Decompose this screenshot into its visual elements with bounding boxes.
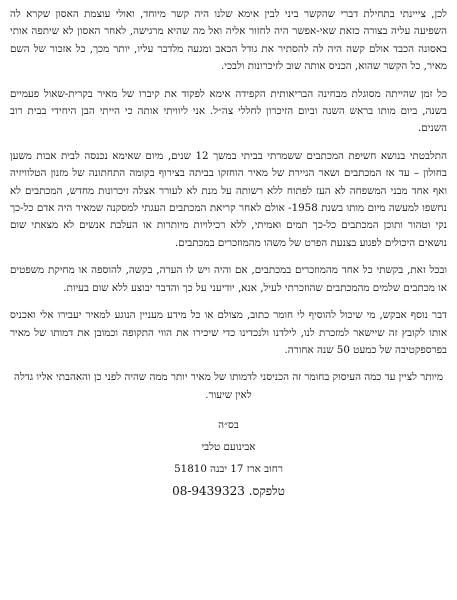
signature-address: רחוב ארז 17 יבנה 51810: [174, 463, 283, 476]
letter-paragraph-2: כל זמן שהייתה מסוגלת מבחינה הבריאותית הקפידה אימא לפקוד את קיברו של מאיר בקרית-שאול פעמיים בשנה, ביום מותו בראש השנה וביום הזיכרון לחללי צה״ל. אני ליוויתי אותה כי הייתי הבן היחידי בבית רוב השנים.: [10, 87, 447, 135]
signature-name: אבינועם טלבי: [201, 441, 256, 454]
letter-paragraph-3: התלבטתי בנושא חשיפת המכתבים ששמרתי בביתי במשך 12 שנים, מיום שאימא נכנסה לבית אבות משען בחולון – עד אז המכתבים ושאר הניירת של מאיר הוחזקו בביתה בצירוף בקומה התחתונה של מזנון הטלוויזיה ואף אחד מבני המשפחה לא העז לפתוח ללא רשותה על מנת לא לעורר אצלה זיכרונות מחדש, המכתבים לא נחשפו למעשה מיום מותו בשנת 1958- אולם לאחר קריאת המכתבים העגתי למסקנה שמאיר היה אדם כל-כך נקי וטהור ותוכן המכתבים כל-כך תמים ואמיתי, ללא רכילויות מיותרות או העלבת אנשים לא מצאתי שום נושאים היכולים לפגוע בצנעת הפרט של משהו מהמוזכרים במכתבים.: [10, 149, 448, 249]
signature-phone: [10, 480, 447, 502]
letter-paragraph-6: מיותר לציין עד כמה העיסוק בחומר זה הכניסני לדמותו של מאיר יותר ממה שהיה לפני כן והאהבתי אליו גדלה לאין שיעור.: [14, 371, 443, 401]
phone-number: 08-9439323: [172, 484, 245, 499]
signature-block: [10, 414, 447, 502]
letter-paragraph-5: דבר נוסף אבקש, מי שיכול להוסיף לי חומר כתוב, מצולם או כל מידע מעניין הנוגע למאיר יעבירו אלי ואכניס אותו לקובץ זה שיישאר למזכרת לנו, לילדנו ולנכדינו כדי שיכירו את הווי התקופה וכמובן את דמותו של מאיר בפרספקטיבה של כמעט 50 שנה אחורה.: [10, 309, 447, 356]
letter-paragraph-4: ובכל זאת, בקשתי כל אחד מהמוזכרים במכתבים, אם והיה ויש לו הערה, בקשה, להוספה או מחיקת משפטים או מכתבים שלמים מהמכתבים שהוזכרתי לעיל, אנא, יודיעני על כך והדבר יבוצע ללא שום בעיות.: [10, 264, 447, 294]
letter-paragraph-1: לכן, צייינתי בתחילת דברי שהקשר ביני לבין אימא שלנו היה קשר מיוחד, ואולי עוצמת האסון שקרא לה השפיעה עליה בצורה כזאת שאי-אפשר היה לחזור אליה ואל מה שהיא מרגישה, לאחר האסון לא שיתפה אותי באסונה הכבד אולם קשה היה לה להסתיר את גודל הכאב ומגעה מלדבר עליו, יותר מכך, כל אזכור של השם מאיר, כל הקשר שהוא, הכניס אותה שוב לזיכרונות ולבכי.: [10, 8, 447, 73]
signature-blessing: בס״ה: [218, 419, 239, 432]
phone-label: טלפקס.: [248, 484, 285, 499]
